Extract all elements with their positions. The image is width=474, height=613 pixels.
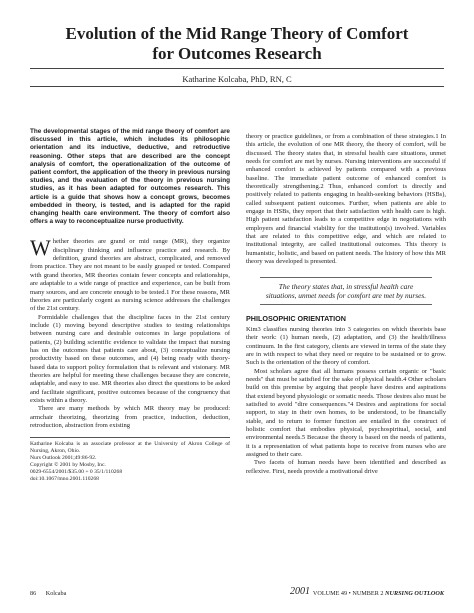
needs-paragraph: Most scholars agree that all humans possess certain organic or "basic needs" that must be satisfied for the sake of physical health.4 Other scholars build on this premise by arguing that people have desires and aspirations that extend beyond physiologic or somatic needs. Those desires also must be satisfied to avoid "dire consequences."4 Desires and aspirations for social support, to stay in their own homes, to be understood, to be financially stable, and to return to former function are entailed in the construct of holistic comfort that embodies physical, psychospiritual, social, and environmental needs.5 Because the theory is based on the needs of patients, it is a representation of what patients hope to receive from nurses who are assigned to their care. <box>246 367 446 458</box>
handwritten-year: 2001 <box>290 586 310 597</box>
journal-name: NURSING OUTLOOK <box>385 590 444 597</box>
issn-line: 0029-6554/2001/$35.00 + 0 35/1/110268 <box>30 469 123 476</box>
right-column <box>246 133 446 476</box>
top-divider <box>30 68 444 69</box>
affiliation-note <box>30 437 230 483</box>
volume-info: VOLUME 49 • NUMBER 2 <box>312 590 384 597</box>
footer-right <box>313 590 444 597</box>
abstract-text: The developmental stages of the mid range theory of comfort are discussed in this article, which includes its philosophic orientation and its inductive, deductive, and retroductive reasoning. Other steps that are described are the concept analysis of comfort, the operationalization of the outcome of patient comfort, the application of the theory in previous nursing studies, and the evaluation of the theory in previous nursing studies, as it has been adapted for outcomes research. This article is a guide that shows how a concept grows, becomes embedded in theory, is tested, and is adapted for the rapid changing health care environment. The theory of comfort also offers a way to reconceptualize nurse productivity. <box>30 128 230 226</box>
bottom-divider <box>30 86 444 87</box>
section-heading: PHILOSOPHIC ORIENTATION <box>246 313 346 323</box>
footer-left <box>30 590 66 597</box>
drop-cap: W <box>30 235 51 261</box>
page-number: 86 <box>30 590 37 597</box>
intro-text: hether theories are grand or mid range (MR), they organize disciplinary thinking and influence practice and research. By definition, grand theories are abstract, complicated, and removed from practice. They are not meant to be easily grasped or tested. Compared with grand theories, MR theories contain fewer concepts and relationships, are adaptable to a wide range of practice and experience, can be built from many sources, and are concrete enough to be tested.1 For these reasons, MR theories are particularly cogent as nursing science addresses the challenges of the 21st century. <box>30 238 230 313</box>
article-title <box>20 24 454 64</box>
running-author: Kolcaba <box>45 590 67 597</box>
continuation-paragraph: theory or practice guidelines, or from a combination of these strategies.1 In this article, the evolution of one MR theory, the theory of comfort, will be discussed. The theory states that, in stressful health care situations, unmet needs for comfort are met by nurses. Nursing interventions are successful if enhanced comfort is achieved by patients compared with a previous baseline. The immediate patient outcome of enhanced comfort is theoretically strengthening.2 Thus, enhanced comfort is directly and positively related to patients engaging in health-seeking behaviors (HSBs), called subsequent patient outcomes. Further, when patients are able to engage in HSBs, they report that their satisfaction with health care is high. High patient satisfaction leads to a competitive edge in negotiations with employers and financial viability for the institution(s) involved. Variables that are related to this competitive edge, and which are related to institutional integrity, are called institutional outcomes. This theory is humanistic, holistic, and based on patient needs. The history of how this MR theory was developed is presented. <box>246 133 446 266</box>
intro-paragraph <box>30 235 230 313</box>
abstract-block <box>30 128 230 226</box>
doi-line: doi:10.1067/mno.2001.110268 <box>30 476 99 483</box>
title-line-1: Evolution of the Mid Range Theory of Comfort <box>65 24 409 43</box>
pull-quote: The theory states that, in stressful health care situations, unmet needs for comfort are met by nurses. <box>260 277 432 305</box>
methods-paragraph: There are many methods by which MR theory may be produced: armchair theorizing, theorizing from practice, induction, deduction, retroduction, abstraction from existing <box>30 405 230 429</box>
kim-paragraph: Kim3 classifies nursing theories into 3 categories on which theorists base their work: (1) human needs, (2) adaptation, and (3) the health/illness continuum. In the first category, clients are viewed in terms of the state they are in with respect to what they need or require to be sustained or to grow. Such is the orientation of the theory of comfort. <box>246 325 446 367</box>
left-column <box>30 128 230 483</box>
facets-paragraph: Two facets of human needs have been identified and described as reflexive. First, needs provide a motivational drive <box>246 459 446 475</box>
copyright-line: Copyright © 2001 by Mosby, Inc. <box>30 462 106 469</box>
title-line-2: for Outcomes Research <box>152 44 322 63</box>
challenges-paragraph: Formidable challenges that the discipline faces in the 21st century include (1) moving beyond descriptive studies to testing relationships between nursing care and desirable outcomes in large populations of patients, (2) building scientific evidence to validate the impact that nursing has on the outcomes that patients care about, (3) conceptualize nursing productivity based on these outcomes, and (4) being ready with theory-based data to support policy formulation that is relevant and visionary. MR theories are helpful for meeting these challenges because they are concrete, adaptable, and easy to use. MR theories also direct the questions to be asked and facilitate significant, positive outcomes because of the congruency that exists within a theory. <box>30 313 230 404</box>
author-line: Katharine Kolcaba, PhD, RN, C <box>182 74 292 84</box>
citation-line: Nurs Outlook 2001;49:86-92. <box>30 455 97 462</box>
affiliation-author: Katharine Kolcaba is an associate professor at the University of Akron College of Nursing, Akron, Ohio. <box>30 441 230 455</box>
